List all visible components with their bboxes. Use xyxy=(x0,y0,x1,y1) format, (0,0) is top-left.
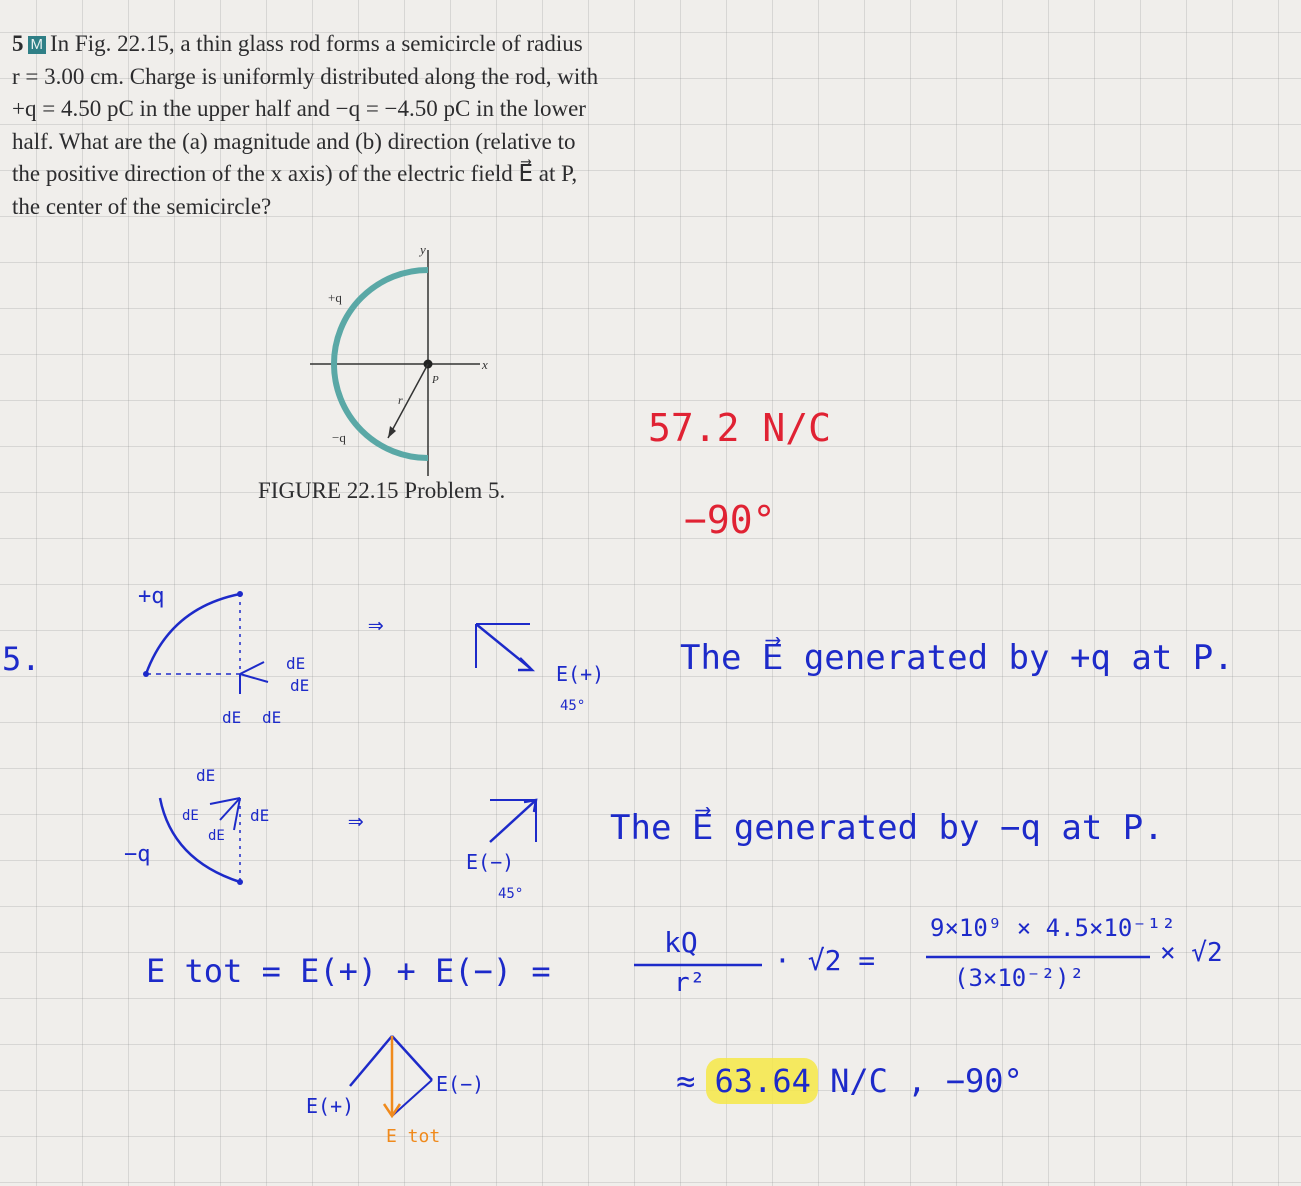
de-label-4: dE xyxy=(262,708,282,727)
final-result: ≈ 63.64 N/C , −90° xyxy=(676,1062,1023,1100)
equation-left: E tot = E(+) + E(−) = xyxy=(146,952,551,990)
upper-quarter-arc-sketch xyxy=(140,588,340,708)
lower-charge-label: −q xyxy=(124,842,151,867)
problem-line-6: the center of the semicircle? xyxy=(12,193,272,219)
de-label-3: dE xyxy=(222,708,242,727)
fig-label-minus-q: −q xyxy=(332,430,346,445)
kq-numerator: kQ xyxy=(664,926,698,959)
angle-label-1: 45° xyxy=(560,698,586,714)
de-label-8: dE xyxy=(208,828,225,844)
problem-line-5: the positive direction of the x axis) of the electric field E⃗ at P, xyxy=(12,161,578,186)
sentence-e-plus: The E⃗ generated by +q at P. xyxy=(680,638,1234,678)
problem-line-1: In Fig. 22.15, a thin glass rod forms a semicircle of radius xyxy=(50,31,583,56)
de-label-6: dE xyxy=(182,808,199,824)
figure-semicircle xyxy=(300,238,520,488)
kq-denominator: r² xyxy=(674,968,706,998)
e-minus-label: E(−) xyxy=(466,850,515,874)
problem-line-3: +q = 4.50 pC in the upper half and −q = −4.50 pC in the lower xyxy=(12,96,586,121)
angle-label-2: 45° xyxy=(498,886,524,902)
de-label-1: dE xyxy=(286,654,306,673)
semicircle-diagram xyxy=(300,238,520,488)
sqrt2-equals: · √2 = xyxy=(774,944,876,977)
answer-direction: −90° xyxy=(684,498,776,542)
numeric-denominator: (3×10⁻²)² xyxy=(954,964,1085,992)
vector-e-minus-label: E(−) xyxy=(436,1072,485,1096)
fig-label-plus-q: +q xyxy=(328,290,342,305)
de-label-2: dE xyxy=(290,676,310,695)
problem-number: 5 xyxy=(12,31,24,56)
upper-charge-label: +q xyxy=(138,584,165,609)
fig-label-p: P xyxy=(432,374,439,386)
problem-line-4: half. What are the (a) magnitude and (b) direction (relative to xyxy=(12,128,576,154)
fig-label-r: r xyxy=(398,393,403,407)
problem-line-2: r = 3.00 cm. Charge is uniformly distributed along the rod, with xyxy=(12,63,599,89)
e-minus-vector-sketch xyxy=(484,794,554,850)
fraction-bar-2 xyxy=(926,954,1152,960)
e-plus-label: E(+) xyxy=(556,662,605,686)
times-sqrt2: × √2 xyxy=(1160,938,1223,968)
e-plus-vector-sketch xyxy=(470,618,550,678)
sentence-e-minus: The E⃗ generated by −q at P. xyxy=(610,808,1164,848)
vector-e-tot-label: E tot xyxy=(386,1126,441,1147)
implies-arrow-2: ⇒ xyxy=(348,806,364,836)
fig-label-y: y xyxy=(420,242,426,257)
vector-e-plus-label: E(+) xyxy=(306,1094,355,1118)
fig-label-x: x xyxy=(482,357,488,372)
de-label-7: dE xyxy=(250,806,270,825)
de-label-5: dE xyxy=(196,766,216,785)
vector-sum-sketch xyxy=(340,1030,450,1120)
answer-magnitude: 57.2 N/C xyxy=(648,406,832,450)
numeric-numerator: 9×10⁹ × 4.5×10⁻¹² xyxy=(930,914,1176,942)
figure-caption: FIGURE 22.15 Problem 5. xyxy=(258,478,506,503)
problem-text xyxy=(12,28,782,223)
difficulty-marker: M xyxy=(28,36,47,54)
implies-arrow-1: ⇒ xyxy=(368,610,384,640)
work-problem-label: 5. xyxy=(2,640,41,678)
